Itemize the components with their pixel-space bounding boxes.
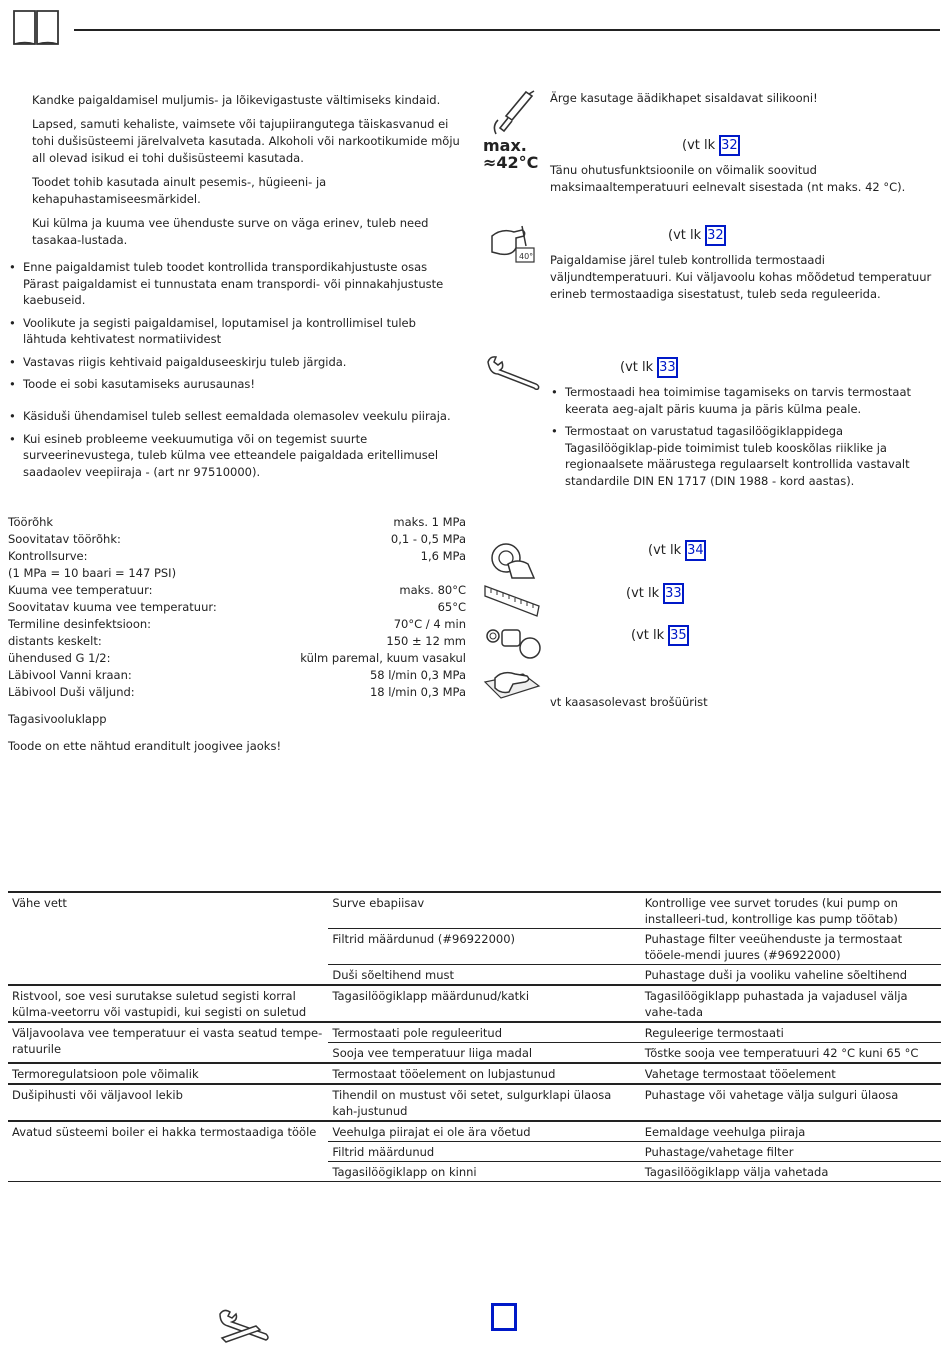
- hand-cleaning-cloth-icon: [483, 668, 541, 706]
- remedy-cell: Tagasilöögiklapp puhastada ja vajadusel välja vahe-tada: [641, 985, 941, 1022]
- svg-text:40°: 40°: [519, 252, 534, 261]
- page-reference: (vt lk 34: [648, 540, 706, 561]
- spec-row: (1 MPa = 10 baari = 147 PSI): [8, 566, 177, 580]
- remedy-cell: Kontrollige vee survet torudes (kui pump on installeeri-tud, kontrollige kas pump töötab): [641, 892, 941, 929]
- list-item: • Enne paigaldamist tuleb toodet kontrollida transpordikahjustuste osas Pärast paigaldamist ei tunnustata enam transpordi- või pinnakahjustuste kaebuseid.: [8, 259, 448, 309]
- hand-turning-knob-icon: [486, 540, 538, 580]
- cause-cell: Termostaati pole reguleeritud: [328, 1022, 640, 1043]
- flow-limiter-notes: [8, 408, 458, 486]
- backflow-note: Tagasivooluklapp: [8, 712, 107, 726]
- spec-row: Töörõhk maks. 1 MPa: [8, 515, 466, 529]
- wrench-icon: [484, 354, 542, 390]
- cause-cell: Veehulga piirajat ei ole ära võetud: [328, 1121, 640, 1142]
- cause-cell: Surve ebapiisav: [328, 892, 640, 929]
- list-item: • Vastavas riigis kehtivaid paigalduseeskirju tuleb järgida.: [8, 354, 448, 371]
- cause-cell: Duši sõeltihend must: [328, 965, 640, 986]
- page-reference-number[interactable]: 35: [668, 625, 689, 646]
- remedy-cell: Vahetage termostaat tööelement: [641, 1063, 941, 1084]
- silicone-gun-icon: [486, 90, 536, 136]
- table-row: [8, 985, 941, 1022]
- cause-cell: Tihendil on mustust või setet, sulgurklapi ülaosa kah-justunud: [328, 1084, 640, 1121]
- spec-row: Soovitatav kuuma vee temperatuur: 65°C: [8, 600, 466, 614]
- remedy-cell: Puhastage või vahetage välja sulguri ülaosa: [641, 1084, 941, 1121]
- cause-cell: Filtrid määrdunud: [328, 1142, 640, 1162]
- spec-row: Läbivool Vanni kraan: 58 l/min 0,3 MPa: [8, 668, 466, 682]
- remedy-cell: Tõstke sooja vee temperatuuri 42 °C kuni 65 °C: [641, 1043, 941, 1064]
- list-item: • Termostaadi hea toimimise tagamiseks on tarvis termostaat keerata aeg-ajalt päris kuuma ja päris külma peale.: [550, 384, 930, 417]
- cause-cell: Tagasilöögiklapp on kinni: [328, 1162, 640, 1182]
- cause-cell: Filtrid määrdunud (#96922000): [328, 929, 640, 965]
- spec-row: Kuuma vee temperatuur: maks. 80°C: [8, 583, 466, 597]
- page-reference: (vt lk 33: [626, 583, 684, 604]
- safety-intro: [32, 92, 472, 256]
- safety-function-text: Tänu ohutusfunktsioonile on võimalik soovitud maksimaaltemperatuuri eelnevalt sisestada (nt maks. 42 °C).: [550, 163, 906, 194]
- symptom-cell: Vähe vett: [8, 892, 328, 985]
- safety-paragraph: Lapsed, samuti kehaliste, vaimsete või tajupiirangutega täiskasvanud ei tohi dušisüsteemi järelvalveta kasutada. Alkoholi või narkootikumide mõju all olevad isikud ei tohi dušisüsteemi kasutada.: [32, 117, 460, 165]
- remedy-cell: Puhastage duši ja vooliku vaheline sõeltihend: [641, 965, 941, 986]
- cause-cell: Termostaat tööelement on lubjastunud: [328, 1063, 640, 1084]
- symptom-cell: Dušipihusti või väljavool lekib: [8, 1084, 328, 1121]
- table-row: [8, 1063, 941, 1084]
- symptom-cell: Avatud süsteemi boiler ei hakka termostaadiga tööle: [8, 1121, 328, 1182]
- page-reference-number[interactable]: 32: [705, 225, 726, 246]
- page-reference-number[interactable]: 33: [663, 583, 684, 604]
- spec-row: Soovitatav töörõhk: 0,1 - 0,5 MPa: [8, 532, 466, 546]
- page-reference-number[interactable]: 33: [657, 357, 678, 378]
- max-temperature-icon: max. ≈42°C: [483, 136, 539, 172]
- header-rule: [74, 29, 940, 31]
- troubleshooting-table: [8, 891, 941, 1182]
- symptom-cell: Väljavoolava vee temperatuur ei vasta seatud tempe-ratuurile: [8, 1022, 328, 1063]
- page-number-box: [491, 1303, 517, 1331]
- remedy-cell: Tagasilöögiklapp välja vahetada: [641, 1162, 941, 1182]
- page-reference-number[interactable]: 32: [719, 135, 740, 156]
- spec-row: Läbivool Duši väljund: 18 l/min 0,3 MPa: [8, 685, 466, 699]
- safety-paragraph: Kandke paigaldamisel muljumis- ja lõikevigastuste vältimiseks kindaid.: [32, 93, 441, 107]
- remedy-cell: Puhastage/vahetage filter: [641, 1142, 941, 1162]
- page-reference: (vt lk 32: [682, 135, 740, 156]
- remedy-cell: Puhastage filter veeühenduste ja termostaat tööele-mendi juures (#96922000): [641, 929, 941, 965]
- symptom-cell: Ristvool, soe vesi surutakse suletud segisti korral külma-veetorru või vastupidi, kui segisti on suletud: [8, 985, 328, 1022]
- list-item: • Käsiduši ühendamisel tuleb sellest eemaldada olemasolev veekulu piiraja.: [8, 408, 458, 425]
- safety-paragraph: Kui külma ja kuuma vee ühenduste surve on väga erinev, tuleb need tasakaa-lustada.: [32, 216, 429, 247]
- spec-row: ühendused G 1/2: külm paremal, kuum vasakul: [8, 651, 466, 665]
- tools-icon: [216, 1308, 274, 1346]
- remedy-cell: Eemaldage veehulga piiraja: [641, 1121, 941, 1142]
- safety-paragraph: Toodet tohib kasutada ainult pesemis-, hügieeni- ja kehapuhastamiseesmärkidel.: [32, 175, 327, 206]
- table-row: [8, 892, 941, 929]
- list-item: • Voolikute ja segisti paigaldamisel, loputamisel ja kontrollimisel tuleb lähtuda kehtivatest normatiividest: [8, 315, 448, 348]
- installation-notes: [8, 259, 448, 399]
- open-book-icon: [12, 8, 60, 46]
- list-item: • Termostaat on varustatud tagasilöögiklappidega Tagasilöögiklap-pide toimimist tuleb kooskõlas riiklike ja regionaalsete määrustega regulaarselt kontrollida vastavalt standardile DIN EN 1717 (DIN 1988 - kord aastas).: [550, 423, 930, 489]
- cause-cell: Sooja vee temperatuur liiga madal: [328, 1043, 640, 1064]
- spec-row: Termiline desinfektsioon: 70°C / 4 min: [8, 617, 466, 631]
- cause-cell: Tagasilöögiklapp määrdunud/katki: [328, 985, 640, 1022]
- maintenance-notes: [550, 384, 930, 495]
- page-reference: (vt lk 32: [668, 225, 726, 246]
- page-reference-number[interactable]: 34: [685, 540, 706, 561]
- spare-parts-icon: [484, 622, 542, 662]
- page-reference: (vt lk 33: [620, 357, 678, 378]
- measuring-scale-icon: [483, 582, 541, 620]
- spec-row: Kontrollsurve: 1,6 MPa: [8, 549, 466, 563]
- adjustment-text: Paigaldamise järel tuleb kontrollida termostaadi väljundtemperatuuri. Kui väljavoolu kohas mõõdetud temperatuur erineb termostaadiga sisestatust, tuleb seda reguleerida.: [550, 253, 932, 301]
- silicone-warning: Ärge kasutage äädikhapet sisaldavat silikooni!: [550, 91, 818, 105]
- page-reference: (vt lk 35: [631, 625, 689, 646]
- list-item: • Kui esineb probleeme veekuumutiga või on tegemist suurte surveerinevustega, tuleb külma vee etteandele paigaldada eritellimusel saadaolev veepiiraja - (art nr 97510000).: [8, 431, 458, 481]
- symptom-cell: Termoregulatsioon pole võimalik: [8, 1063, 328, 1084]
- table-row: [8, 1022, 941, 1043]
- table-row: [8, 1084, 941, 1121]
- technical-data: [8, 514, 466, 701]
- potable-water-note: Toode on ette nähtud eranditult joogivee jaoks!: [8, 739, 282, 753]
- table-row: [8, 1121, 941, 1142]
- hand-thermometer-icon: [486, 222, 538, 264]
- remedy-cell: Reguleerige termostaati: [641, 1022, 941, 1043]
- spec-row: distants keskelt: 150 ± 12 mm: [8, 634, 466, 648]
- list-item: • Toode ei sobi kasutamiseks aurusaunas!: [8, 376, 448, 393]
- brochure-reference: vt kaasasolevast brošüürist: [550, 695, 708, 709]
